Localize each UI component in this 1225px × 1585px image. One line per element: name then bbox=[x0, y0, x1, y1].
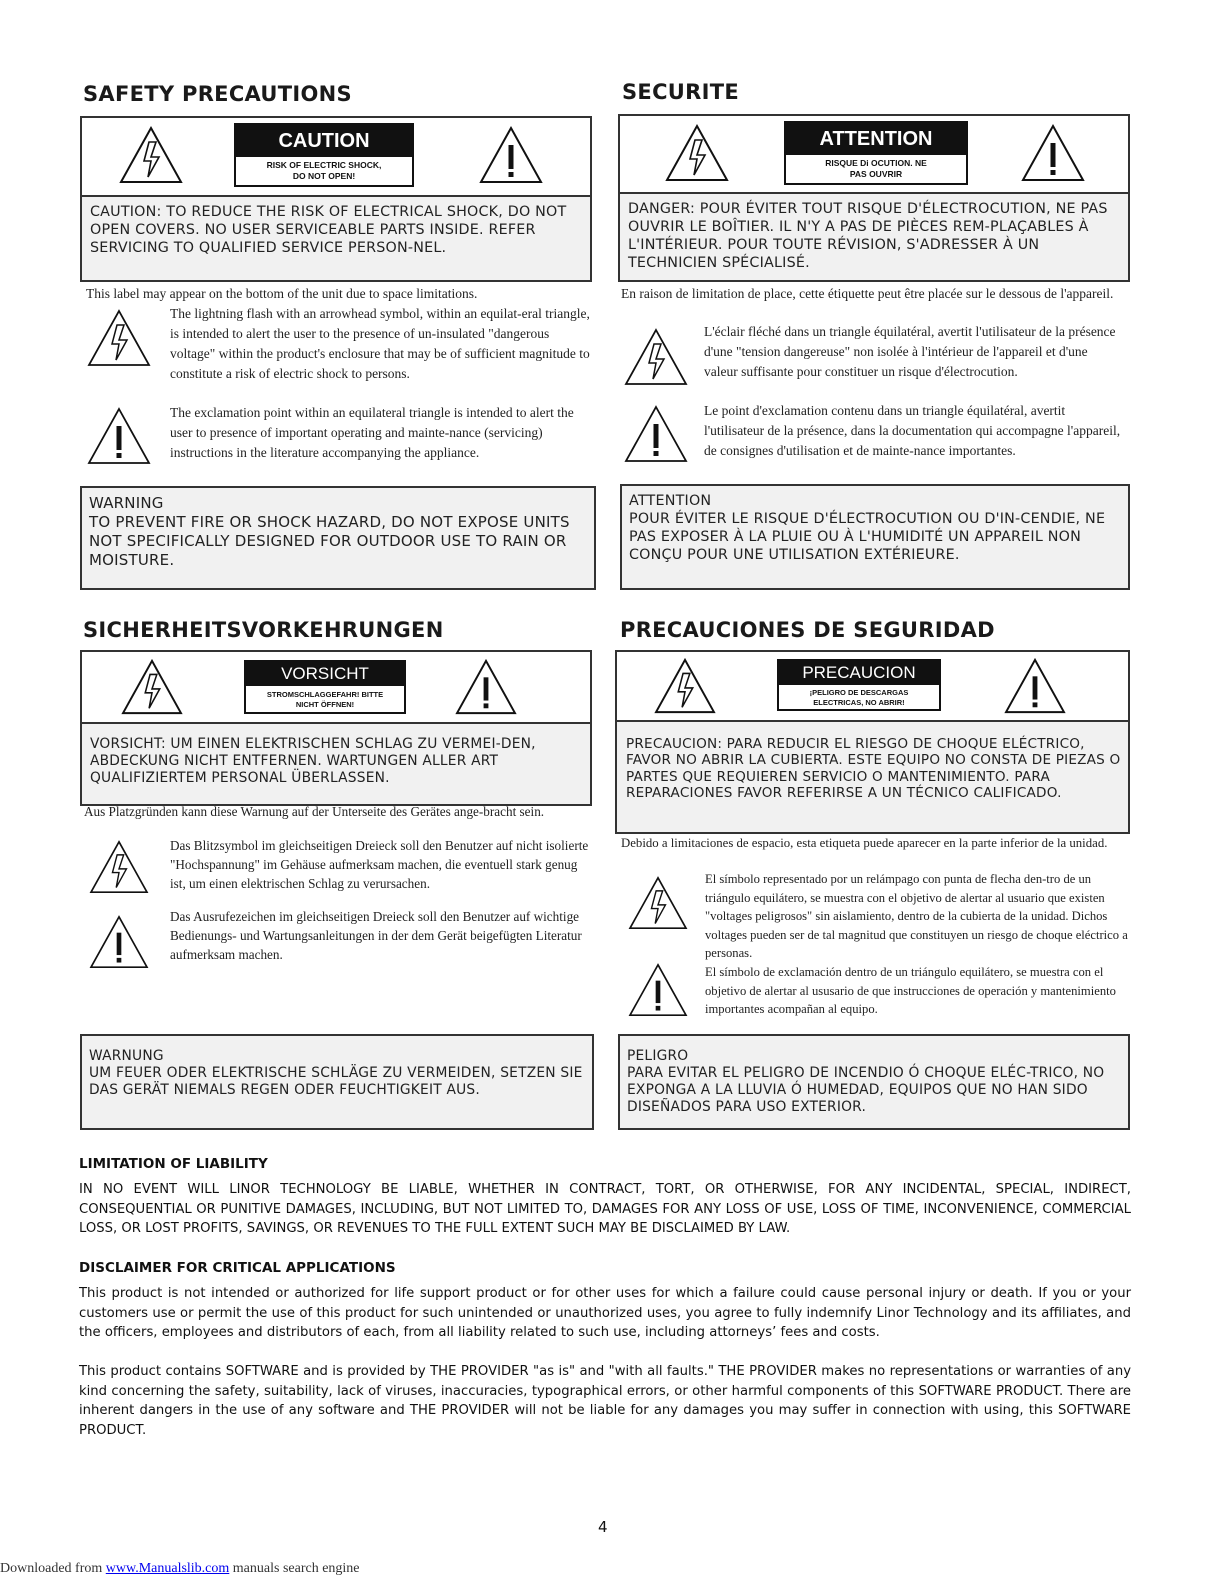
exclamation-explanation: Le point d'exclamation contenu dans un triangle équilatéral, avertit l'utilisateur de la présence, dans la documentation qui accompagne l'appareil, de consignes d'utilisation et de mainte-nance importantes. bbox=[704, 403, 1121, 458]
caution-label-spanish bbox=[615, 650, 1130, 834]
label-location-note: This label may appear on the bottom of the unit due to space limitations. bbox=[86, 286, 478, 301]
badge-subtext: RISQUE Di OCUTION. NE PAS OUVRIR bbox=[825, 158, 927, 179]
exclamation-triangle-icon bbox=[86, 406, 152, 466]
exclamation-triangle-icon bbox=[454, 658, 518, 716]
section-title-german: SICHERHEITSVORKEHRUNGEN bbox=[83, 618, 444, 642]
section-title-french: SECURITE bbox=[622, 80, 739, 104]
exclamation-triangle-icon bbox=[623, 404, 689, 464]
warning-box-english: WARNING TO PREVENT FIRE OR SHOCK HAZARD, DO NOT EXPOSE UNITS NOT SPECIFICALLY DESIGNED FOR OUTDOOR USE TO RAIN OR MOISTURE. bbox=[80, 486, 596, 590]
label-location-note: Aus Platzgründen kann diese Warnung auf der Unterseite des Gerätes ange-bracht sein. bbox=[84, 804, 545, 819]
precaucion-badge bbox=[777, 659, 941, 711]
lightning-triangle-icon bbox=[664, 123, 730, 183]
exclamation-explanation: The exclamation point within an equilateral triangle is intended to alert the user to presence of important operating and mainte-nance (servicing) instructions in the literature accompanying the appliance. bbox=[170, 405, 574, 460]
label-symbol-row bbox=[82, 118, 590, 197]
badge-subtext: ¡PELIGRO DE DESCARGAS ELECTRICAS, NO ABRIR! bbox=[809, 688, 909, 707]
caution-label-german bbox=[80, 650, 592, 806]
exclamation-explanation: El símbolo de exclamación dentro de un triángulo equilátero, se muestra con el objetivo de alertar al ususario de que instrucciones de operación y mantenimiento importantes acompañan al equipo. bbox=[705, 965, 1116, 1017]
lightning-triangle-icon bbox=[86, 308, 152, 368]
exclamation-triangle-icon bbox=[1020, 123, 1086, 183]
caution-badge bbox=[234, 123, 414, 187]
precaucion-label-text: PRECAUCION: PARA REDUCIR EL RIESGO DE CHOQUE ELÉCTRICO, FAVOR NO ABRIR LA CUBIERTA. ESTE EQUIPO NO CONSTA DE PIEZAS O PARTES QUE REQUIEREN SERVICIO O MANTENIMIENTO. PARA REPARACIONES FAVOR REFERIRSE A UN TÉCNICO CALIFICADO. bbox=[626, 736, 1121, 802]
label-symbol-row bbox=[620, 116, 1128, 194]
lightning-explanation: El símbolo representado por un relámpago con punta de flecha den-tro de un triángulo equilátero, se muestra con el objetivo de alertar al usuario que existen "voltages peligrosos" sin aislamiento, dentro de la cubierta de la unidad. Dichos voltages pueden ser de tal magnitud que constituyen un riesgo de choque eléctrico a personas. bbox=[705, 872, 1128, 961]
exclamation-triangle-icon bbox=[626, 962, 690, 1018]
exclamation-explanation: Das Ausrufezeichen im gleichseitigen Dreieck soll den Benutzer auf wichtige Bedienungs- und Wartungsanleitungen in der dem Gerät beigefügten Literatur aufmerksam machen. bbox=[170, 909, 582, 962]
lightning-triangle-icon bbox=[623, 327, 689, 387]
vorsicht-badge bbox=[244, 660, 406, 714]
vorsicht-label-text: VORSICHT: UM EINEN ELEKTRISCHEN SCHLAG ZU VERMEI-DEN, ABDECKUNG NICHT ENTFERNEN. WARTUNGEN ALLER ART QUALIFIZIERTEM PERSONAL ÜBERLASSEN. bbox=[90, 736, 536, 786]
lightning-triangle-icon bbox=[653, 657, 717, 715]
lightning-explanation: L'éclair fléché dans un triangle équilatéral, avertit l'utilisateur de la présence d'une "tension dangereuse" non isolée à l'intérieur de l'appareil et d'une valeur suffisante pour constituer un risque d'électrocution. bbox=[704, 324, 1116, 379]
badge-heading: CAUTION bbox=[236, 125, 412, 157]
label-symbol-row bbox=[82, 652, 590, 724]
software-text: This product contains SOFTWARE and is provided by THE PROVIDER "as is" and "with all faults." THE PROVIDER makes no representations or warranties of any kind concerning the safety, suitability, lack of viruses, inaccuracies, typographical errors, or other harmful components of this SOFTWARE PRODUCT. There are inherent dangers in the use of any software and THE PROVIDER will not be liable for any damages you may suffer in connection with using, this SOFTWARE PRODUCT. bbox=[79, 1364, 1131, 1438]
warning-box-spanish: PELIGRO PARA EVITAR EL PELIGRO DE INCENDIO Ó CHOQUE ELÉC-TRICO, NO EXPONGA A LA LLUVIA Ó HUMEDAD, EQUIPOS QUE NO HAN SIDO DISEÑADOS PARA USO EXTERIOR. bbox=[618, 1034, 1130, 1130]
footer-prefix: Downloaded from bbox=[0, 1561, 103, 1576]
exclamation-triangle-icon bbox=[478, 125, 544, 185]
manualslib-link[interactable]: www.Manualslib.com bbox=[105, 1561, 230, 1576]
caution-label-english bbox=[80, 116, 592, 282]
liability-heading: LIMITATION OF LIABILITY bbox=[79, 1156, 268, 1172]
caution-label-french bbox=[618, 114, 1130, 282]
lightning-triangle-icon bbox=[626, 875, 690, 931]
lightning-triangle-icon bbox=[118, 125, 184, 185]
disclaimer-heading: DISCLAIMER FOR CRITICAL APPLICATIONS bbox=[79, 1260, 396, 1276]
badge-heading: ATTENTION bbox=[786, 123, 966, 155]
disclaimer-text: This product is not intended or authorized for life support product or for other uses for which a failure could cause personal injury or death. If you or your customers use or permit the use of this product for such unintended or unauthorized uses, you agree to fully indemnify Linor Technology and its affiliates, and the officers, employees and distributors of each, from all liability related to such use, including attorneys’ fees and costs. bbox=[79, 1286, 1131, 1340]
lightning-explanation: Das Blitzsymbol im gleichseitigen Dreieck soll den Benutzer auf nicht isolierte "Hochspannung" im Gehäuse aufmerksam machen, die eventuell stark genug ist, um einen elektrischen Schlag zu verursachen. bbox=[170, 838, 589, 891]
download-footer bbox=[0, 1561, 360, 1577]
label-location-note: Debido a limitaciones de espacio, esta etiqueta puede aparecer en la parte inferior de la unidad. bbox=[621, 836, 1108, 850]
page-number: 4 bbox=[598, 1518, 608, 1536]
lightning-triangle-icon bbox=[120, 658, 184, 716]
danger-label-text: DANGER: POUR ÉVITER TOUT RISQUE D'ÉLECTROCUTION, NE PAS OUVRIR LE BOÎTIER. IL N'Y A PAS DE PIÈCES REM-PLAÇABLES À L'INTÉRIEUR. POUR TOUTE RÉVISION, S'ADRESSER À UN TECHNICIEN SPÉCIALISÉ. bbox=[628, 201, 1108, 271]
exclamation-triangle-icon bbox=[1003, 657, 1067, 715]
badge-subtext: RISK OF ELECTRIC SHOCK, DO NOT OPEN! bbox=[266, 160, 382, 181]
attention-badge bbox=[784, 121, 968, 185]
badge-heading: PRECAUCION bbox=[779, 661, 939, 685]
lightning-explanation: The lightning flash with an arrowhead symbol, within an equilat-eral triangle, is intended to alert the user to the presence of un-insulated "dangerous voltage" within the product's enclosure that may be of sufficient magnitude to constitute a risk of electric shock to persons. bbox=[170, 306, 590, 381]
liability-text: IN NO EVENT WILL LINOR TECHNOLOGY BE LIABLE, WHETHER IN CONTRACT, TORT, OR OTHERWISE, FOR ANY INCIDENTAL, SPECIAL, INDIRECT, CONSEQUENTIAL OR PUNITIVE DAMAGES, INCLUDING, BUT NOT LIMITED TO, DAMAGES FOR ANY LOSS OF USE, LOSS OF TIME, INCONVENIENCE, COMMERCIAL LOSS, OR LOST PROFITS, SAVINGS, OR REVENUES TO THE FULL EXTENT SUCH MAY BE DISCLAIMED BY LAW. bbox=[79, 1182, 1131, 1236]
badge-heading: VORSICHT bbox=[246, 662, 404, 686]
warning-box-french: ATTENTION POUR ÉVITER LE RISQUE D'ÉLECTROCUTION OU D'IN-CENDIE, NE PAS EXPOSER À LA PLUIE OU À L'HUMIDITÉ UN APPAREIL NON CONÇU POUR UNE UTILISATION EXTÉRIEURE. bbox=[620, 484, 1130, 590]
lightning-triangle-icon bbox=[86, 839, 152, 895]
section-title-spanish: PRECAUCIONES DE SEGURIDAD bbox=[620, 618, 995, 642]
exclamation-triangle-icon bbox=[86, 914, 152, 970]
label-symbol-row bbox=[617, 652, 1128, 722]
section-title-english: SAFETY PRECAUTIONS bbox=[83, 82, 352, 106]
badge-subtext: STROMSCHLAGGEFAHR! BITTE NICHT ÖFFNEN! bbox=[266, 690, 384, 709]
label-location-note: En raison de limitation de place, cette étiquette peut être placée sur le dessous de l'appareil. bbox=[621, 286, 1114, 301]
warning-box-german: WARNUNG UM FEUER ODER ELEKTRISCHE SCHLÄGE ZU VERMEIDEN, SETZEN SIE DAS GERÄT NIEMALS REGEN ODER FEUCHTIGKEIT AUS. bbox=[80, 1034, 594, 1130]
caution-label-text: CAUTION: TO REDUCE THE RISK OF ELECTRICAL SHOCK, DO NOT OPEN COVERS. NO USER SERVICEABLE PARTS INSIDE. REFER SERVICING TO QUALIFIED SERVICE PERSON-NEL. bbox=[90, 204, 567, 256]
footer-suffix: manuals search engine bbox=[232, 1561, 360, 1576]
